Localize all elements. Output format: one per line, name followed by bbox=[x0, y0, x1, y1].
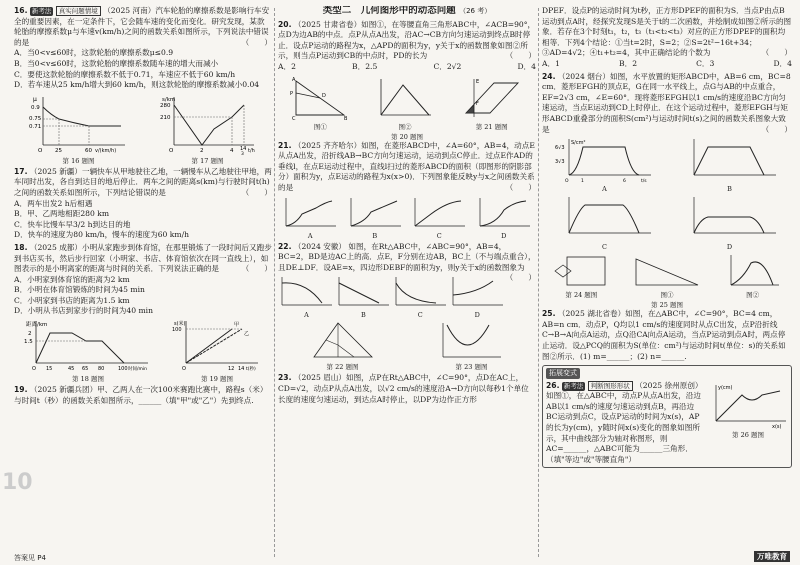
q21-option-c: C bbox=[411, 196, 467, 240]
svg-text:2: 2 bbox=[28, 331, 32, 338]
question-16: 16. 新考法 真实问题情境 （2025 河南）汽车轮胎的摩擦系数是影响行车安全的重要因素，在一定条件下，它会随车速的变化而变化．研究发现，某款轮胎的摩擦系数μ与车速v(km/h)之间的函数关系如图所示，下列说法中错误的是 （ ） A．当0<v≤60时，这款轮胎的摩擦系数μ≤0.9 B．当0<v≤60时，这款轮胎的摩擦系数随车速的增大而减小 C．要使这款轮胎的摩擦系数不低于0.71，车速应不低于60 km/h D．若车速从25 km/h增大到60 km/h，则这款轮胎的摩擦系数减小0.04 bbox=[14, 6, 272, 90]
svg-text:D: D bbox=[322, 92, 327, 99]
figure-17: s/km 280 210 O 2 4 14 3 t/h 第 17 题图 bbox=[159, 96, 255, 165]
figure-22: 第 22 题图 bbox=[308, 321, 378, 371]
svg-text:t(秒): t(秒) bbox=[246, 367, 256, 373]
q22-option-b: B bbox=[335, 275, 391, 319]
svg-text:O: O bbox=[182, 366, 186, 373]
svg-text:O: O bbox=[564, 179, 569, 184]
svg-text:v/(km/h): v/(km/h) bbox=[94, 147, 116, 154]
figure-23: 第 23 题图 bbox=[437, 321, 507, 371]
svg-text:O: O bbox=[32, 366, 36, 373]
svg-text:12: 12 bbox=[228, 366, 235, 373]
figure-row-24-ab bbox=[542, 137, 792, 193]
svg-text:y(cm): y(cm) bbox=[718, 384, 733, 391]
svg-text:x(s): x(s) bbox=[772, 423, 782, 429]
svg-text:3√3: 3√3 bbox=[554, 159, 565, 166]
column-divider bbox=[538, 8, 539, 557]
question-19: 19. （2025 新疆兵团）甲、乙两人在一次100米赛跑比赛中，路程s（米）与时间t（秒）的函数关系如图所示，______（填"甲"或"乙"）先到终点. bbox=[14, 385, 268, 405]
question-25: 25. （2025 湖北省卷）如图，在△ABC中，∠C=90°，BC=4 cm，AB=n cm．动点P，Q均以1 cm/s的速度同时从点C出发，点P沿折线C→B→A向点A运动，点Q沿CA向点A运动，当点P运动到点A时，两点停止运动．设△PCQ的面积为S(单位：cm²)与运动时间t(单位：s)的关系如图②所示．(1) m=______；(2) n=______. bbox=[542, 309, 786, 361]
svg-text:0.9: 0.9 bbox=[30, 104, 40, 111]
svg-text:6: 6 bbox=[622, 179, 626, 184]
svg-text:s/km: s/km bbox=[161, 96, 175, 103]
svg-text:0.75: 0.75 bbox=[28, 115, 41, 122]
svg-text:80: 80 bbox=[98, 366, 105, 373]
figure-24: 第 24 题图 bbox=[553, 253, 609, 299]
svg-text:100: 100 bbox=[172, 327, 182, 334]
figure-21: E F 第 21 题图 bbox=[460, 75, 524, 131]
q22-option-c: C bbox=[392, 275, 448, 319]
q24-option-b: B bbox=[680, 137, 780, 193]
svg-text:B: B bbox=[344, 115, 348, 121]
extension-box: 拓展变式 26. 新考法 判断图形形状 （2025 徐州原创）如图①，在△ABC中，动点P从点A出发，沿边AB以1 cm/s的速度匀速运动到点B，再沿边BC运动到点C，设点P运动的时间为x(s)，AP的长为y(cm)，y随时间x(s)变化的图象如图所示，其中曲线部分为轴对称图形，则AC=______，△ABC可能为______三角形．（填"等边"或"等腰直角"） y(cm) x(s) 第 26 题图 bbox=[542, 365, 792, 468]
brand-logo: 万唯教育 bbox=[754, 551, 790, 562]
figure-row-21-options bbox=[278, 196, 536, 240]
figure-20-caption: 第 20 题图 bbox=[391, 132, 423, 141]
section-title: 类型二 几何图形中的动态问题 （26 考） bbox=[322, 6, 492, 16]
new-method-tag: 新考法 bbox=[31, 7, 52, 15]
svg-text:60: 60 bbox=[84, 147, 92, 154]
q21-option-b: B bbox=[347, 196, 403, 240]
figure-row-24-cd bbox=[542, 195, 792, 251]
svg-text:t/h: t/h bbox=[247, 147, 255, 154]
svg-text:P: P bbox=[290, 90, 294, 97]
question-22: 22. （2024 安徽） 如图，在Rt△ABC中，∠ABC=90°，AB=4，BC=2，BD是边AC上的高．点E，F分别在边AB，BC上（不与端点重合），且DE⊥DF．设AE=x，四边形DEBF的面积为y，则y关于x的函数图象为 （ ） bbox=[278, 241, 536, 283]
svg-text:4: 4 bbox=[229, 147, 233, 154]
q24-option-a: S/cm² 6√3 3√3 O 1 6 t/s A bbox=[554, 140, 647, 194]
question-20: 20. （2025 甘肃省卷）如图①，在等腰直角三角形ABC中，∠ACB=90°，点D为边AB的中点．点P从点A出发，沿AC→CB方向匀速运动到终点B时停止．设点P运动的路程为x，△APD的面积为y，y关于x的函数图象如图②所示，则当点P运动到CB的中点时，PD的长为 （ ） A．2 B．2.5 C．2√2 D．4 bbox=[278, 19, 536, 71]
figure-row-16-17 bbox=[14, 93, 272, 165]
figure-25-2: 图② bbox=[725, 253, 781, 299]
svg-text:甲: 甲 bbox=[234, 322, 240, 329]
figure-25-1: 图① bbox=[632, 253, 702, 299]
question-21: 21. （2025 齐齐哈尔）如图，在菱形ABCD中，∠A=60°，AB=4，动点E从点A出发，沿折线AB→BC方向匀速运动，运动到点C停止．过点E作AD的垂线l，在点E运动过程中，直线l扫过的菱形ABCD的面积（即图形的阴影部分）面积为y，点E运动的路程为x(x>0)．下列图象能反映y与x之间函数关系的是 （ ） bbox=[278, 140, 536, 192]
figure-row-20-21 bbox=[278, 75, 536, 131]
context-tag: 真实问题情境 bbox=[56, 6, 101, 16]
q21-option-d: D bbox=[476, 196, 532, 240]
svg-text:6√3: 6√3 bbox=[554, 145, 565, 152]
svg-text:S/cm²: S/cm² bbox=[570, 140, 585, 147]
q22-option-a: A bbox=[278, 275, 334, 319]
svg-text:F: F bbox=[475, 100, 479, 107]
svg-text:3: 3 bbox=[240, 151, 244, 155]
svg-text:100: 100 bbox=[118, 366, 128, 373]
column-right bbox=[542, 6, 792, 559]
svg-text:210: 210 bbox=[159, 114, 170, 121]
q22-option-d: D bbox=[449, 275, 505, 319]
column-middle bbox=[278, 6, 536, 559]
figure-20-2: 图② bbox=[375, 75, 435, 131]
svg-text:280: 280 bbox=[159, 102, 170, 109]
svg-text:25: 25 bbox=[54, 147, 62, 154]
svg-text:O: O bbox=[37, 147, 42, 154]
svg-text:45: 45 bbox=[68, 366, 75, 373]
column-divider bbox=[274, 8, 275, 557]
figure-row-24-25 bbox=[542, 253, 792, 299]
svg-text:距离/km: 距离/km bbox=[26, 322, 48, 329]
svg-text:时间/min: 时间/min bbox=[128, 367, 148, 373]
figure-26: y(cm) x(s) 第 26 题图 bbox=[718, 384, 782, 439]
figure-18: 距离/km 2 1.5 O 15 45 65 80 100 时间/min 第 18 题图 bbox=[24, 322, 148, 384]
question-23-continued: DPEF．设点P的运动时间为t秒，正方形DPEF的面积为S．当点P由点B运动到点A时，经探究发现S是关于t的二次函数，并绘制成如图②所示的图象．若存在3个时刻t₁，t₂，t₃（t₁<t₂<t₃）对应的正方形DPEF的面积均相等．下列4个结论：①当t=2时，S=2；②S=2t²−16t+34；③AD=4√2；④t₁+t₂=4，其中正确结论的个数为 （ ） A．1 B．2 C．3 D．4 bbox=[542, 6, 792, 68]
svg-text:14: 14 bbox=[239, 145, 246, 152]
figure-row-18-19 bbox=[14, 319, 272, 383]
svg-text:s(米): s(米) bbox=[174, 321, 186, 328]
figure-row-22-options bbox=[278, 275, 506, 319]
q24-option-c: C bbox=[555, 195, 655, 251]
svg-text:14: 14 bbox=[238, 366, 245, 373]
column-left bbox=[14, 6, 272, 559]
figure-19: s(米) 100 甲 乙 O 12 14 t(秒) 第 19 题图 bbox=[172, 321, 256, 384]
question-17: 17. （2025 新疆）一辆快车从甲地驶往乙地，一辆慢车从乙地驶往甲地，两车同时出发，各自到达目的地后停止．两车之间的距离s(km)与行驶时间t(h)之间的函数关系如图所示，下列结论错误的是 （ ） A．两车出发2 h后相遇 B．甲、乙两地相距280 km C．快车比慢车早3/2 h到达目的地 D．快车的速度为80 km/h，慢车的速度为60 km/h bbox=[14, 166, 272, 240]
svg-text:C: C bbox=[292, 115, 296, 121]
svg-text:65: 65 bbox=[82, 366, 89, 373]
svg-text:μ: μ bbox=[32, 95, 37, 103]
answer-reference: 答案见 P4 bbox=[14, 554, 46, 562]
svg-text:A: A bbox=[292, 76, 296, 83]
figure-16: μ 0.9 0.75 0.71 O 25 60 v/(km/h) 第 16 题图 bbox=[29, 93, 129, 165]
q21-option-a: A bbox=[282, 196, 338, 240]
question-18: 18. （2025 成都）小明从家跑步到体育馆，在那里锻炼了一段时间后又跑步到书店买书，然后步行回家（小明家、书店、体育馆依次在同一直线上），如图表示的是小明离家的距离与时间的关系．下列说法正确的是 （ ） A．小明家到体育馆的距离为2 km B．小明在体育馆锻炼的时间为45 min C．小明家到书店的距离为1.5 km D．小明从书店到家步行的时间为40 min bbox=[14, 242, 272, 316]
q24-option-d: D bbox=[680, 195, 780, 251]
figure-row-22-23 bbox=[278, 321, 536, 371]
svg-text:E: E bbox=[475, 78, 479, 85]
svg-text:0.71: 0.71 bbox=[28, 123, 41, 130]
svg-text:15: 15 bbox=[46, 366, 53, 373]
page-number: 10 bbox=[2, 470, 33, 495]
svg-text:1: 1 bbox=[580, 179, 584, 184]
figure-20-1: P A D B C 图① bbox=[290, 76, 348, 131]
svg-text:2: 2 bbox=[199, 147, 203, 154]
question-24: 24. （2024 烟台）如图，水平放置的矩形ABCD中，AB=6 cm，BC=8 cm．菱形EFGH的顶点E，G在同一水平线上，点G与AB的中点重合，EF=2√3 cm，∠E=60°．现将菱形EFGH以1 cm/s的速度沿BC方向匀速运动，当点E运动到CD上时停止．在这个运动过程中，菱形EFGH与矩形ABCD重叠部分的面积S(cm²)与运动时间t(s)之间的函数关系图象大致是 （ ） bbox=[542, 71, 792, 134]
extension-header: 拓展变式 bbox=[546, 368, 580, 379]
svg-text:1.5: 1.5 bbox=[24, 339, 33, 346]
svg-text:乙: 乙 bbox=[244, 331, 250, 338]
question-23: 23. （2025 眉山）如图，点P在Rt△ABC中，∠C=90°，点D在AC上，CD=√2，动点P从点A出发，以√2 cm/s的速度沿A→D方向以每秒1个单位长度的速度匀速运动，到达点A时停止，以DP为边作正方形 bbox=[278, 373, 529, 404]
svg-text:O: O bbox=[168, 147, 173, 154]
svg-text:t/s: t/s bbox=[640, 179, 647, 184]
figure-25-caption: 第 25 题图 bbox=[651, 301, 683, 310]
